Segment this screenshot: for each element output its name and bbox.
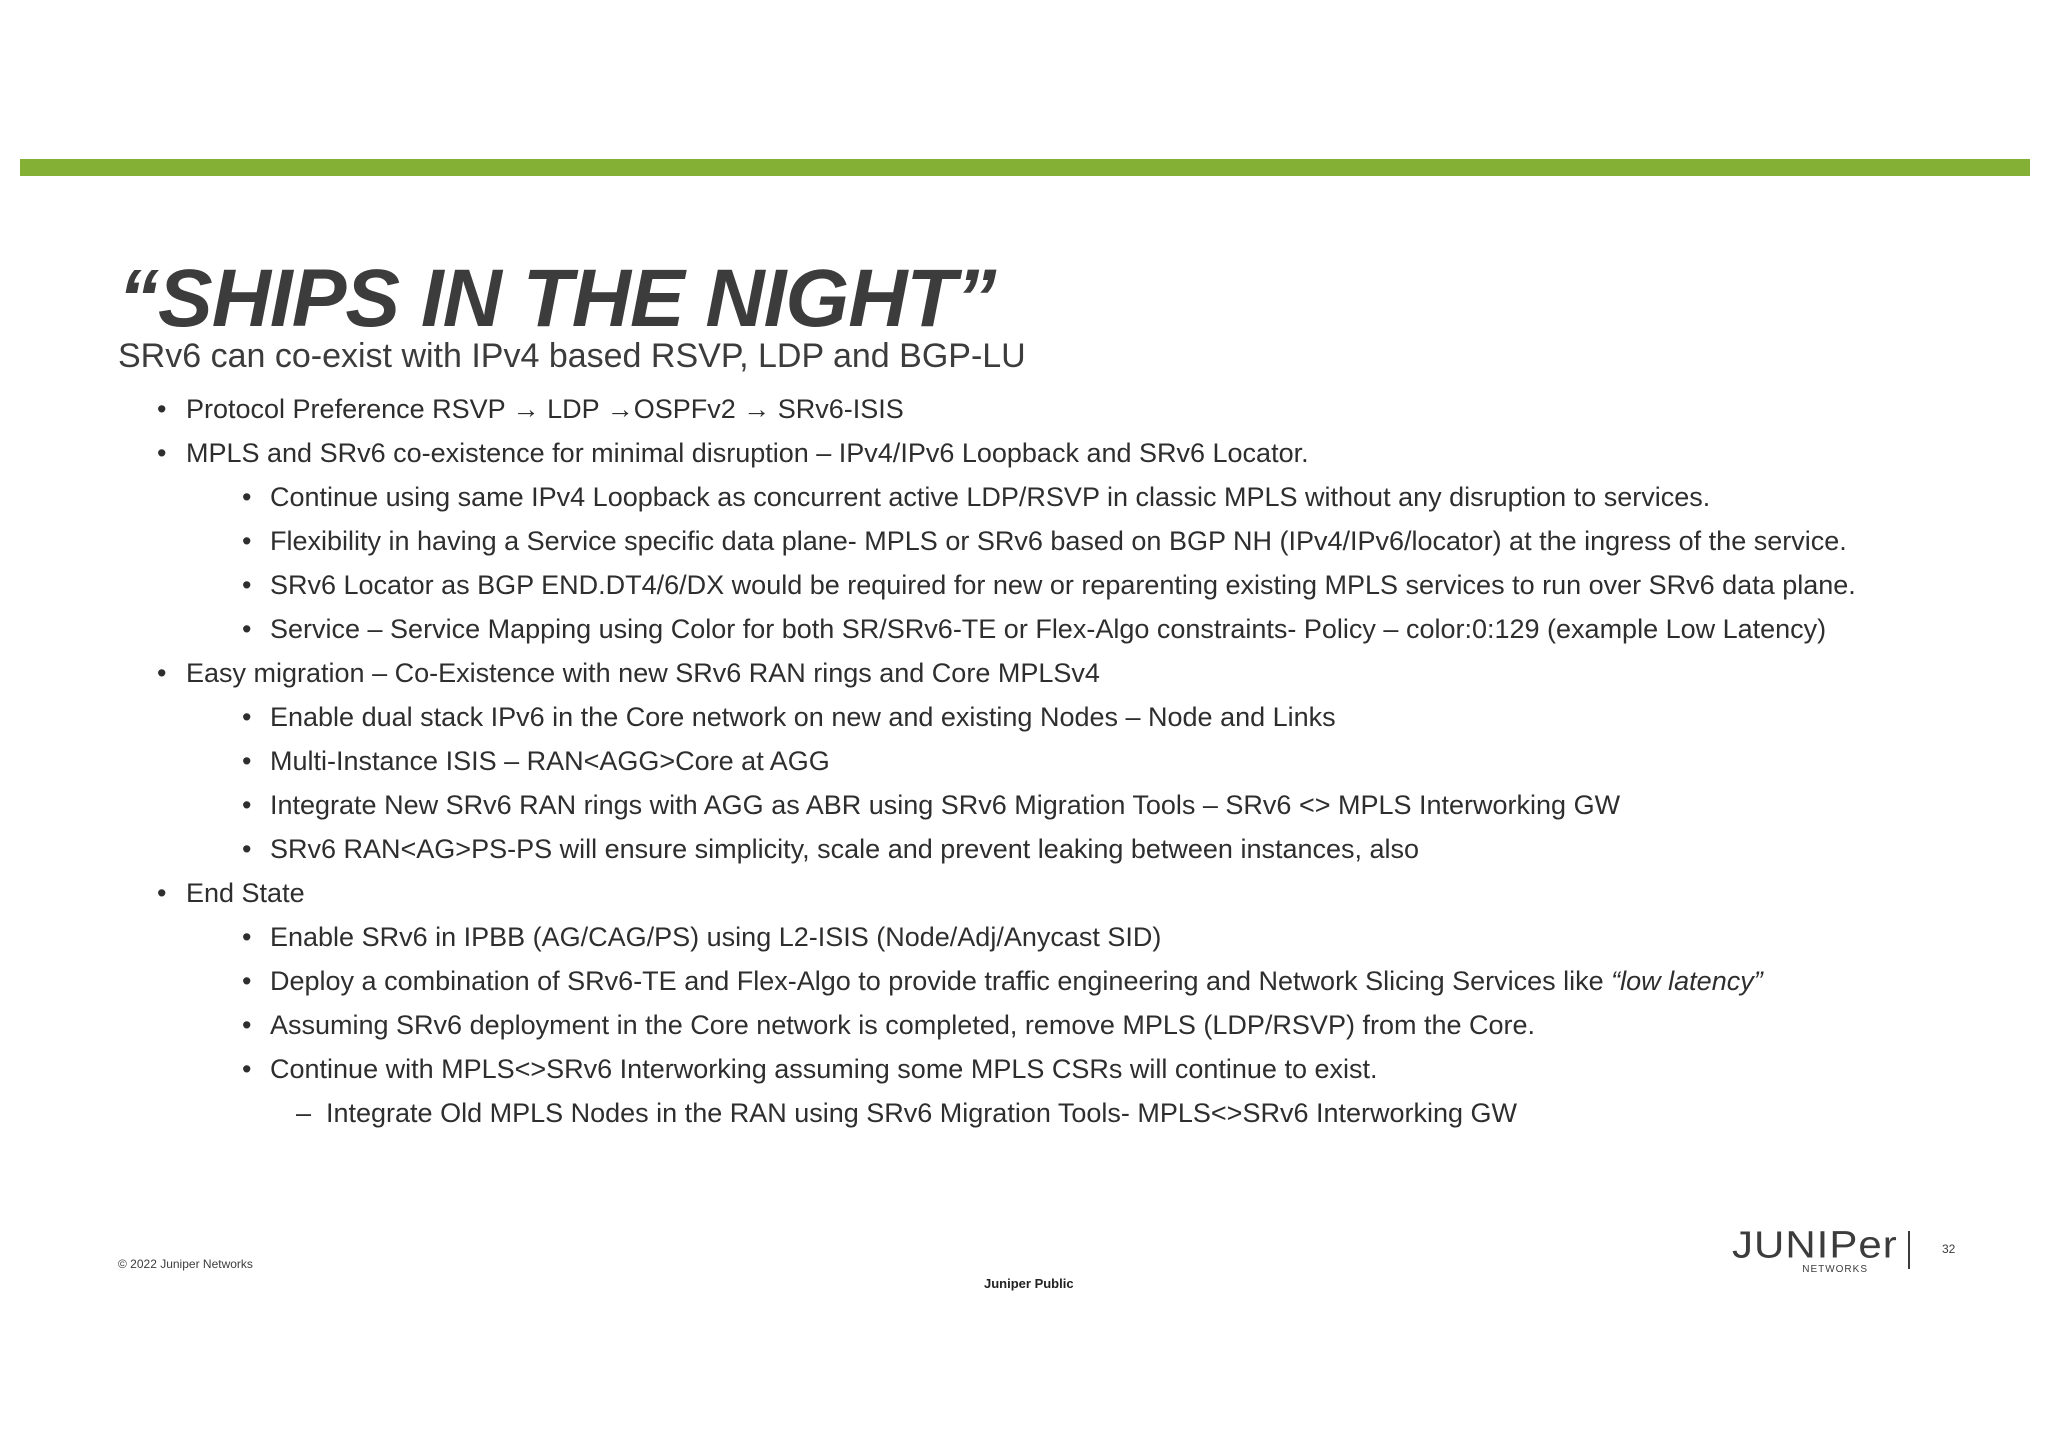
bullet-list (0, 392, 2048, 1140)
logo-divider (1908, 1231, 1910, 1269)
bullet-marker: • (242, 834, 252, 864)
bullet-text: Integrate New SRv6 RAN rings with AGG as ABR using SRv6 Migration Tools – SRv6 <> MPLS Interworking GW (270, 790, 1621, 820)
bullet-text: SRv6 Locator as BGP END.DT4/6/DX would be required for new or reparenting existing MPLS services to run over SRv6 data plane. (270, 570, 1856, 600)
bullet-item-level-2 (0, 1052, 2048, 1087)
bullet-text: MPLS and SRv6 co-existence for minimal disruption – IPv4/IPv6 Loopback and SRv6 Locator. (186, 438, 1309, 468)
accent-bar (20, 159, 2030, 176)
bullet-item-level-1 (0, 656, 2048, 691)
bullet-text: Easy migration – Co-Existence with new SRv6 RAN rings and Core MPLSv4 (186, 658, 1100, 688)
bullet-item-level-2 (0, 788, 2048, 823)
bullet-text: SRv6 RAN<AG>PS-PS will ensure simplicity, scale and prevent leaking between instances, also (270, 834, 1420, 864)
bullet-item-level-2 (0, 832, 2048, 867)
bullet-text: Multi-Instance ISIS – RAN<AGG>Core at AGG (270, 746, 830, 776)
bullet-marker: – (296, 1098, 312, 1128)
page-number: 32 (1942, 1242, 1956, 1256)
juniper-logo (1732, 1223, 1898, 1282)
bullet-marker: • (242, 526, 252, 556)
bullet-marker: • (157, 878, 167, 908)
classification-label: Juniper Public (984, 1276, 1074, 1291)
slide-title: “SHIPS IN THE NIGHT” (118, 253, 996, 344)
bullet-text: Deploy a combination of SRv6-TE and Flex-Algo to provide traffic engineering and Network Slicing Services like (270, 966, 1612, 996)
bullet-item-level-2 (0, 920, 2048, 955)
bullet-item-level-3 (0, 1096, 2048, 1131)
bullet-text: Service – Service Mapping using Color for both SR/SRv6-TE or Flex-Algo constraints- Policy – color:0:129 (example Low Latency) (270, 614, 1827, 644)
bullet-marker: • (157, 394, 167, 424)
bullet-text: Flexibility in having a Service specific data plane- MPLS or SRv6 based on BGP NH (IPv4/IPv6/locator) at the ingress of the service. (270, 526, 1847, 556)
bullet-text: Protocol Preference RSVP → LDP →OSPFv2 → SRv6-ISIS (186, 394, 904, 424)
bullet-marker: • (242, 614, 252, 644)
bullet-item-level-2 (0, 568, 2048, 603)
bullet-text: Enable dual stack IPv6 in the Core network on new and existing Nodes – Node and Links (270, 702, 1336, 732)
bullet-item-level-2 (0, 964, 2048, 999)
bullet-item-level-1 (0, 436, 2048, 471)
bullet-text: End State (186, 878, 305, 908)
copyright-text: © 2022 Juniper Networks (118, 1257, 253, 1271)
bullet-emphasis: “low latency” (1611, 966, 1763, 996)
bullet-marker: • (242, 482, 252, 512)
bullet-text: Continue with MPLS<>SRv6 Interworking assuming some MPLS CSRs will continue to exist. (270, 1054, 1378, 1084)
bullet-marker: • (242, 922, 252, 952)
bullet-text: Enable SRv6 in IPBB (AG/CAG/PS) using L2-ISIS (Node/Adj/Anycast SID) (270, 922, 1162, 952)
bullet-item-level-1 (0, 392, 2048, 427)
bullet-item-level-2 (0, 524, 2048, 559)
bullet-marker: • (157, 438, 167, 468)
bullet-marker: • (242, 746, 252, 776)
slide-subtitle: SRv6 can co-exist with IPv4 based RSVP, LDP and BGP-LU (118, 337, 1026, 375)
bullet-text: Integrate Old MPLS Nodes in the RAN using SRv6 Migration Tools- MPLS<>SRv6 Interworking GW (326, 1098, 1518, 1128)
bullet-marker: • (242, 1010, 252, 1040)
bullet-item-level-1 (0, 876, 2048, 911)
bullet-item-level-2 (0, 700, 2048, 735)
bullet-marker: • (242, 570, 252, 600)
bullet-marker: • (157, 658, 167, 688)
logo-subtext: NETWORKS (1802, 1264, 1868, 1275)
bullet-marker: • (242, 966, 252, 996)
bullet-item-level-2 (0, 1008, 2048, 1043)
bullet-item-level-2 (0, 744, 2048, 779)
bullet-item-level-2 (0, 480, 2048, 515)
bullet-item-level-2 (0, 612, 2048, 647)
bullet-text: Assuming SRv6 deployment in the Core network is completed, remove MPLS (LDP/RSVP) from the Core. (270, 1010, 1536, 1040)
bullet-marker: • (242, 1054, 252, 1084)
bullet-marker: • (242, 702, 252, 732)
bullet-marker: • (242, 790, 252, 820)
bullet-text: Continue using same IPv4 Loopback as concurrent active LDP/RSVP in classic MPLS without any disruption to services. (270, 482, 1711, 512)
logo-wordmark: JUNIPer (1732, 1223, 1898, 1266)
